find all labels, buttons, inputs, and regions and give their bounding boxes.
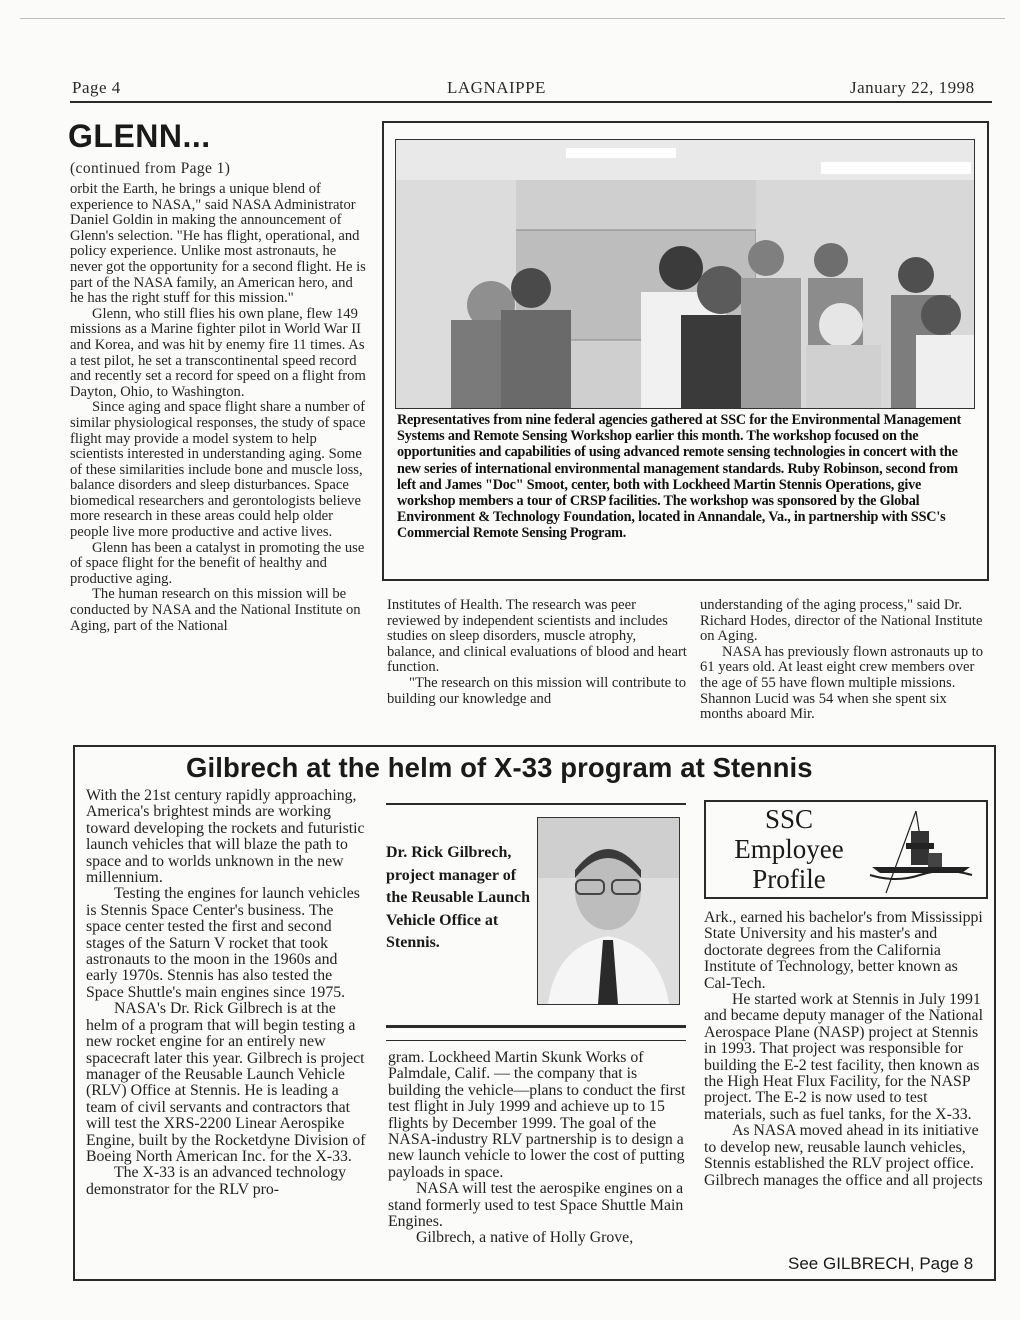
section-rule xyxy=(386,1040,686,1041)
glenn-column-3 xyxy=(700,598,992,723)
paragraph: NASA's Dr. Rick Gilbrech is at the helm of a program that will begin testing a new rocket engine for an entirely new spacecraft later this year. Gilbrech is project manager of the Reusable Launch Vehicle (RLV) Office at Stennis. He is leading a team of civil servants and contractors that will test the XRS-2200 Linear Aerospike Engine, built by the Rocketdyne Division of Boeing North American Inc. for the X-33. xyxy=(86,1000,366,1165)
continued-note: (continued from Page 1) xyxy=(70,160,231,177)
paragraph: Glenn, who still flies his own plane, flew 149 missions as a Marine fighter pilot in World War II and Korea, and was hit by enemy fire 11 times. As a test pilot, he set a transcontinental speed record and recently set a record for speed on a flight from Dayton, Ohio, to Washington. xyxy=(70,305,366,400)
paragraph: As NASA moved ahead in its initiative to develop new, reusable launch vehicles, Stennis established the RLV project office. Gilbrech manages the office and all projects xyxy=(704,1122,983,1189)
paragraph: The human research on this mission will be conducted by NASA and the National Institute on Aging, part of the National xyxy=(70,586,361,634)
gilbrech-headline: Gilbrech at the helm of X-33 program at Stennis xyxy=(186,752,813,783)
portrait-image xyxy=(538,818,679,1004)
issue-date: January 22, 1998 xyxy=(850,78,975,97)
workshop-photo-image xyxy=(396,140,974,408)
workshop-photo-caption: Representatives from nine federal agencies gathered at SSC for the Environmental Management Systems and Remote Sensing Workshop earlier this month. The workshop focused on the opportunities and capabilities of using advanced remote sensing technologies in concert with the new series of international environmental management standards. Ruby Robinson, second from left and James "Doc" Smoot, center, both with Lockheed Martin Stennis Operations, give workshop members a tour of CRSP facilities. The workshop was sponsored by the Global Environment & Technology Foundation, located in Annandale, Va., in partnership with SSC's Commercial Remote Sensing Program. xyxy=(397,412,962,542)
profile-line: SSC xyxy=(764,804,814,834)
paragraph: The X-33 is an advanced technology demonstrator for the RLV pro- xyxy=(86,1164,347,1198)
paragraph: "The research on this mission will contribute to building our knowledge and xyxy=(387,674,687,707)
paragraph: understanding of the aging process," said Dr. Richard Hodes, director of the National Institute on Aging. xyxy=(700,597,983,645)
paragraph: Gilbrech, a native of Holly Grove, xyxy=(416,1229,634,1247)
page-top-edge xyxy=(20,18,1005,19)
gilbrech-portrait xyxy=(537,817,680,1005)
paragraph: NASA will test the aerospike engines on a stand formerly used to test Space Shuttle Main Engines. xyxy=(388,1180,684,1231)
publication-name: LAGNAIPPE xyxy=(447,78,546,97)
workshop-photo xyxy=(395,139,975,409)
paragraph: NASA has previously flown astronauts up to 61 years old. At least eight crew members over the age of 55 have flown multiple missions. Shannon Lucid was 54 when she spent six months aboard Mir. xyxy=(700,643,984,723)
gilbrech-column-1 xyxy=(86,788,368,1198)
paragraph: gram. Lockheed Martin Skunk Works of Palmdale, Calif. — the company that is building the vehicle—plans to conduct the first test flight in July 1999 and achieve up to 15 flights by December 1999. The goal of the NASA-industry RLV partnership is to design a new launch vehicle to lower the cost of putting payloads in space. xyxy=(388,1049,686,1181)
paragraph: He started work at Stennis in July 1991 and became deputy manager of the National Aerospace Plane (NASP) project at Stennis in 1993. That project was responsible for building the E-2 test facility, then known as the High Heat Flux Facility, for the NASP project. The E-2 is now used to test materials, such as fuel tanks, for the X-33. xyxy=(704,991,983,1123)
paragraph: With the 21st century rapidly approaching, America's brightest minds are working toward developing the rockets and futuristic launch vehicles that will blaze the path to space and to worlds unknown in the new millennium. xyxy=(86,787,365,887)
paragraph: Institutes of Health. The research was peer reviewed by independent scientists and includes studies on sleep disorders, muscle atrophy, balance, and clinical evaluations of blood and heart function. xyxy=(387,597,687,676)
gilbrech-column-2 xyxy=(388,1050,686,1247)
page-number: Page 4 xyxy=(72,78,121,97)
section-rule xyxy=(386,803,686,805)
gilbrech-column-3 xyxy=(704,910,986,1189)
header-rule xyxy=(70,101,992,103)
paragraph: Since aging and space flight share a number of similar physiological responses, the study of space flight may provide a model system to help scientists interested in understanding aging. Some of these similarities include bone and muscle loss, balance disorders and sleep disturbances. Space biomedical researchers and gerontologists believe more research in these areas could help older people live more productive and active lives. xyxy=(70,399,366,541)
glenn-column-2 xyxy=(387,598,687,707)
profile-line: Employee xyxy=(734,834,844,864)
employee-profile-heading xyxy=(714,804,864,894)
paragraph: Testing the engines for launch vehicles is Stennis Space Center's business. The space center tested the first and second stages of the Saturn V rocket that took astronauts to the moon in the 1960s and early 1970s. Stennis has also tested the Space Shuttle's main engines since 1975. xyxy=(86,885,360,1001)
profile-line: Profile xyxy=(752,864,826,894)
paragraph: Glenn has been a catalyst in promoting the use of space flight for the benefit of healthy and productive aging. xyxy=(70,539,365,587)
paragraph: Ark., earned his bachelor's from Mississippi State University and his master's and doctorate degrees from the California Institute of Technology, better known as Cal-Tech. xyxy=(704,909,983,992)
paragraph: orbit the Earth, he brings a unique blend of experience to NASA," said NASA Administrator Daniel Goldin in making the announcement of Glenn's selection. "He has flight, operational, and policy experience. Unlike most astronauts, he never got the opportunity for a second flight. He is part of the NASA family, an American hero, and he has the right stuff for this mission." xyxy=(70,181,366,307)
test-stand-icon xyxy=(866,803,974,895)
continued-jump-link[interactable]: See GILBRECH, Page 8 xyxy=(788,1254,974,1273)
portrait-caption: Dr. Rick Gilbrech, project manager of the Reusable Launch Vehicle Office at Stennis. xyxy=(386,844,531,951)
glenn-column-1 xyxy=(70,182,368,634)
section-rule xyxy=(386,1025,686,1028)
glenn-headline: GLENN... xyxy=(68,118,211,154)
